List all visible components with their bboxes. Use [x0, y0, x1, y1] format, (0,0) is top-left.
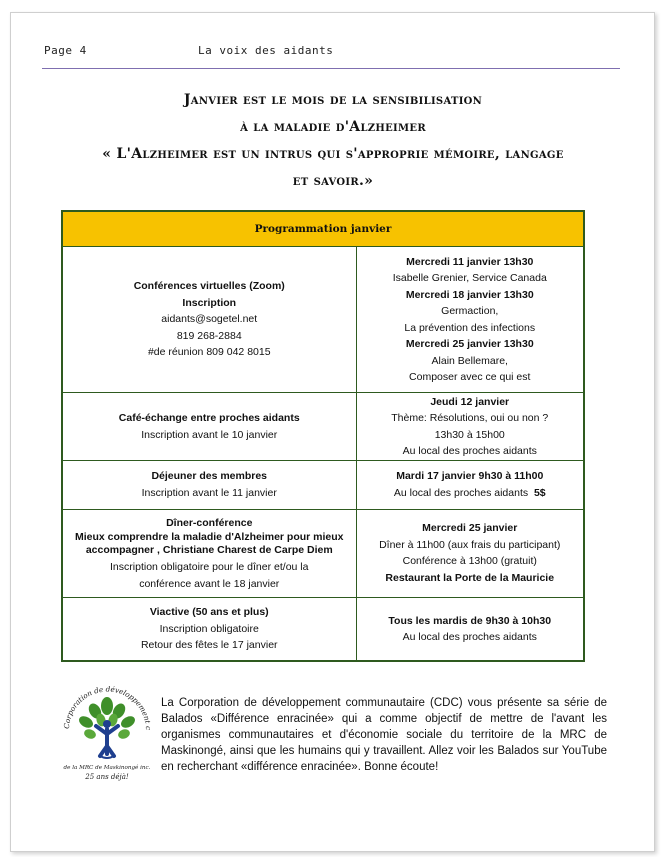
activity-registration: Inscription obligatoire	[159, 622, 259, 635]
schedule-date: Mercredi 11 janvier 13h30	[406, 255, 534, 268]
program-schedule-cell	[356, 461, 584, 509]
cdc-announcement-text: La Corporation de développement communautaire (CDC) vous présente sa série de Balados «Différence enracinée» qui a comme objectif de mettre de l'avant les organismes communautaires et d'économie sociale du territoire de la MRC de Maskinongé, ainsi que les humains qui y travaillent. Allez voir les Balados sur YouTube en recherchant «différence enracinée». Bonne écoute!	[161, 697, 607, 773]
program-activity-cell	[62, 598, 356, 661]
activity-registration: Inscription obligatoire pour le dîner et/ou la	[110, 561, 309, 574]
schedule-date: Tous les mardis de 9h30 à 10h30	[388, 614, 552, 627]
schedule-detail: Thème: Résolutions, oui ou non ?	[391, 412, 549, 425]
title-line-2: à la maladie d'Alzheimer	[240, 119, 426, 135]
schedule-location: Au local des proches aidants	[393, 486, 529, 499]
activity-title: Déjeuner des membres	[151, 470, 268, 483]
activity-title: Conférences virtuelles (Zoom)	[133, 280, 285, 293]
program-table-header: Programmation janvier	[62, 211, 584, 247]
price-badge: 5$	[533, 486, 546, 499]
cdc-tree-logo-icon	[60, 676, 155, 786]
program-schedule-cell	[356, 509, 584, 597]
title-line-4: et savoir.»	[292, 173, 374, 189]
schedule-detail: Alain Bellemare,	[431, 354, 508, 367]
activity-registration: conférence avant le 18 janvier	[139, 577, 280, 590]
activity-title: Café-échange entre proches aidants	[118, 412, 300, 425]
logo-tagline: 25 ans déjà!	[85, 773, 129, 781]
program-row	[62, 461, 584, 509]
activity-subtitle: Mieux comprendre la maladie d'Alzheimer pour mieux accompagner , Christiane Charest de Carpe Diem	[74, 531, 344, 556]
schedule-detail: Au local des proches aidants	[402, 445, 537, 458]
contact-email: aidants@sogetel.net	[161, 313, 258, 326]
program-schedule-cell	[356, 247, 584, 393]
activity-registration: Retour des fêtes le 17 janvier	[140, 639, 278, 652]
header-rule	[42, 68, 620, 69]
activity-registration-label: Inscription	[182, 296, 237, 309]
schedule-detail: Au local des proches aidants	[402, 631, 537, 644]
program-activity-cell	[62, 509, 356, 597]
program-row	[62, 509, 584, 597]
schedule-detail: Isabelle Grenier, Service Canada	[392, 272, 547, 285]
schedule-detail: Conférence à 13h00 (gratuit)	[402, 555, 537, 568]
schedule-detail: Dîner à 11h00 (aux frais du participant)	[379, 538, 561, 551]
contact-phone: 819 268-2884	[176, 329, 242, 342]
activity-title: Dîner-conférence	[166, 516, 253, 529]
schedule-detail	[361, 485, 580, 502]
program-activity-cell	[62, 461, 356, 509]
meeting-id: #de réunion 809 042 8015	[147, 346, 271, 359]
program-row	[62, 598, 584, 661]
schedule-date: Mercredi 18 janvier 13h30	[405, 288, 534, 301]
program-schedule-cell	[356, 392, 584, 460]
activity-registration: Inscription avant le 10 janvier	[141, 428, 278, 441]
page-number: Page 4	[44, 44, 87, 57]
publication-title: La voix des aidants	[198, 44, 334, 57]
activity-registration: Inscription avant le 11 janvier	[141, 486, 277, 499]
cdc-logo	[60, 676, 155, 786]
program-table	[61, 210, 585, 662]
logo-arc-text: Corporation de développement c	[61, 684, 154, 731]
program-activity-cell	[62, 392, 356, 460]
activity-title: Viactive (50 ans et plus)	[149, 606, 269, 619]
schedule-detail: 13h30 à 15h00	[434, 428, 505, 441]
program-activity-cell	[62, 247, 356, 393]
schedule-date: Mardi 17 janvier 9h30 à 11h00	[396, 470, 544, 483]
tree-trunk-person-icon	[96, 720, 118, 758]
program-row	[62, 247, 584, 393]
schedule-detail: La prévention des infections	[404, 321, 536, 334]
schedule-location: Restaurant la Porte de la Mauricie	[385, 571, 555, 584]
schedule-detail: Germaction,	[441, 305, 499, 318]
schedule-date: Mercredi 25 janvier	[422, 522, 518, 535]
schedule-detail: Composer avec ce qui est	[409, 371, 531, 384]
schedule-date: Mercredi 25 janvier 13h30	[405, 338, 534, 351]
title-line-1: Janvier est le mois de la sensibilisation	[183, 92, 483, 108]
program-schedule-cell	[356, 598, 584, 661]
title-line-3: « L'Alzheimer est un intrus qui s'approprie mémoire, langage	[102, 146, 564, 162]
program-row	[62, 392, 584, 460]
logo-bottom-text: de la MRC de Maskinongé inc.	[63, 765, 151, 771]
schedule-date: Jeudi 12 janvier	[430, 395, 510, 408]
